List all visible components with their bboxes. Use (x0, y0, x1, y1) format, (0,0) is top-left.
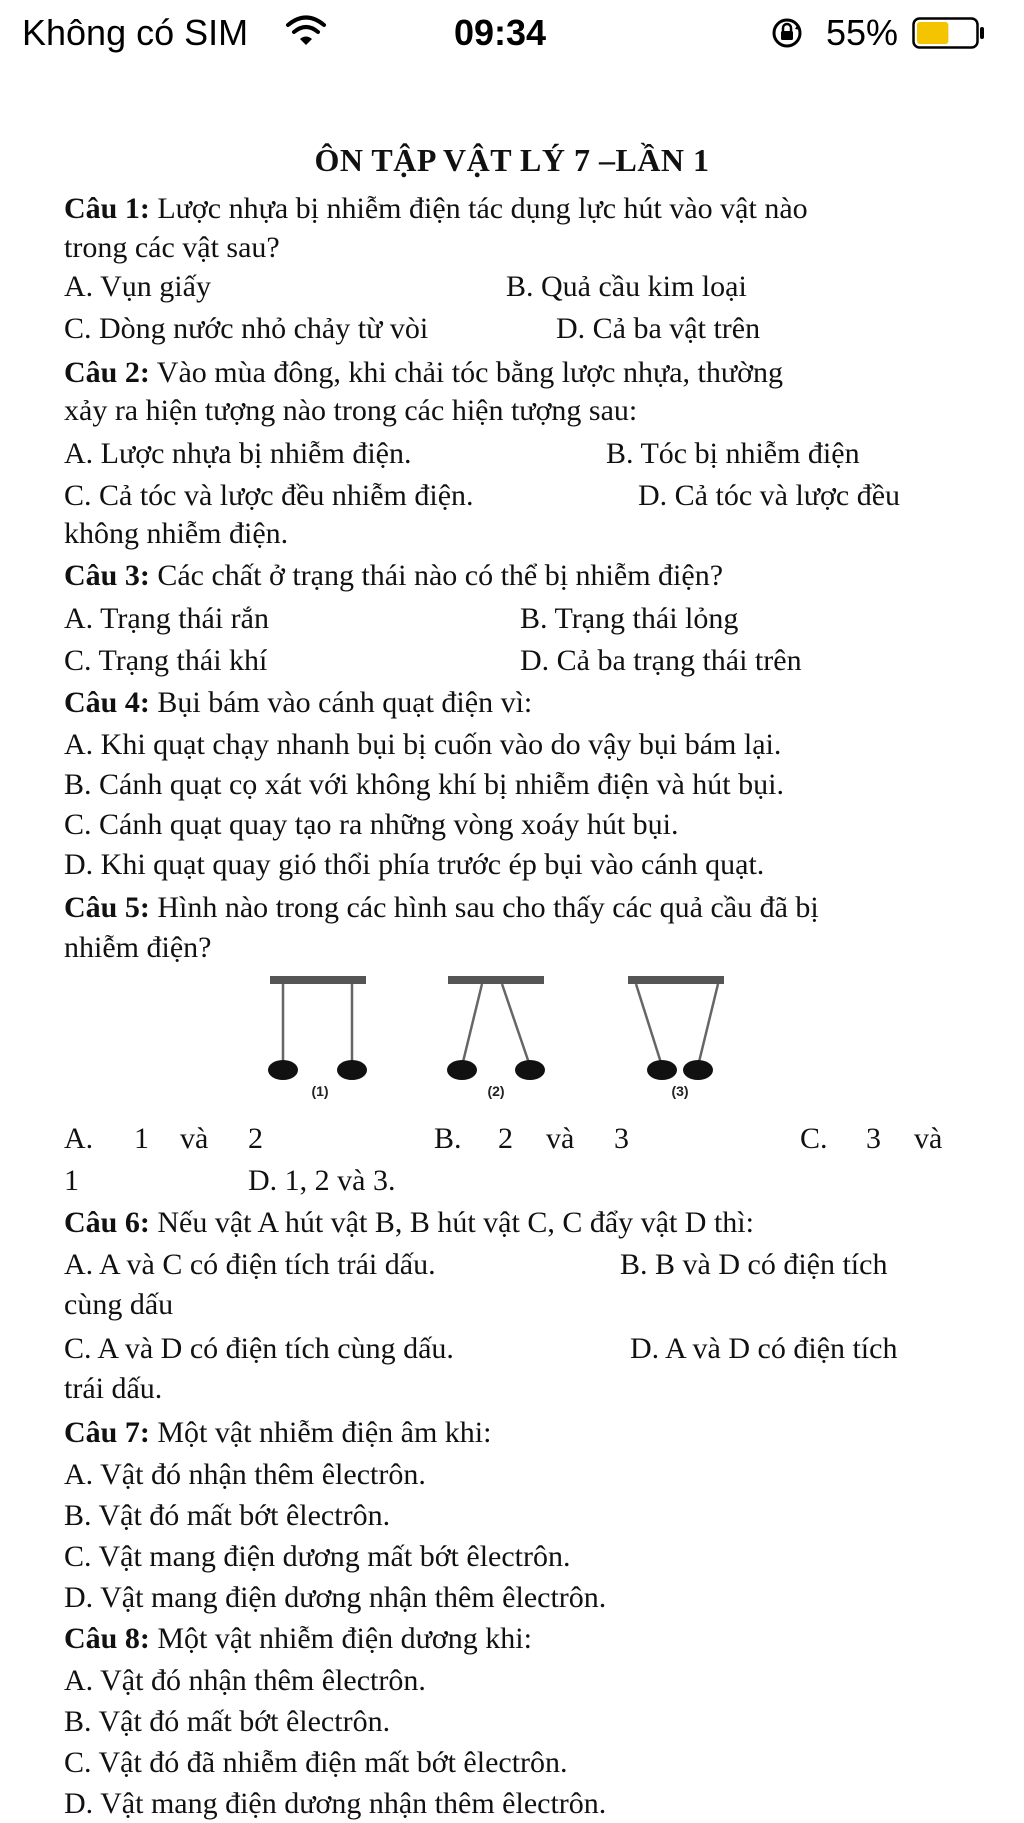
question-label: Câu 4: (64, 686, 150, 719)
figure-label: (2) (487, 1083, 505, 1099)
charged-ball (647, 1060, 677, 1080)
page-title: ÔN TẬP VẬT LÝ 7 –LẦN 1 (314, 142, 710, 178)
charged-ball (515, 1060, 545, 1080)
option-d: D. Cả ba trạng thái trên (520, 644, 802, 677)
question-text-cont: nhiễm điện? (64, 931, 212, 964)
option-c: C. Trạng thái khí (64, 644, 268, 677)
thread (636, 984, 662, 1066)
option-b: B. Quả cầu kim loại (506, 270, 747, 303)
question-2 (64, 354, 783, 392)
question-8 (64, 1620, 532, 1658)
option-a: A. Trạng thái rắn (64, 602, 269, 635)
figure-3 (628, 976, 724, 1099)
option-d: D. 1, 2 và 3. (248, 1164, 396, 1197)
question-1 (64, 190, 808, 228)
option-b: B. Trạng thái lỏng (520, 602, 739, 635)
option-c-num: 3 (866, 1122, 881, 1155)
option-d: D. Cả ba vật trên (556, 312, 761, 345)
question-text: Hình nào trong các hình sau cho thấy các quả cầu đã bị (149, 891, 819, 924)
support-bar (448, 976, 544, 984)
clock: 09:34 (454, 12, 547, 53)
battery-percent: 55% (826, 12, 899, 53)
option-b: B. Cánh quạt cọ xát với không khí bị nhiễm điện và hút bụi. (64, 768, 784, 801)
option-b: B. Tóc bị nhiễm điện (606, 437, 860, 470)
support-bar (270, 976, 366, 984)
option-b-num: 3 (614, 1122, 629, 1155)
charged-ball (337, 1060, 367, 1080)
question-text: Vào mùa đông, khi chải tóc bằng lược nhựa, thường (149, 356, 784, 389)
question-text: Bụi bám vào cánh quạt điện vì: (149, 686, 533, 719)
option-c: C. Vật đó đã nhiễm điện mất bớt êlectrôn. (64, 1746, 568, 1779)
question-text: Một vật nhiễm điện âm khi: (149, 1416, 492, 1449)
question-text: Nếu vật A hút vật B, B hút vật C, C đẩy vật D thì: (149, 1206, 754, 1239)
question-text-cont: trong các vật sau? (64, 231, 280, 264)
option-c: C. Cánh quạt quay tạo ra những vòng xoáy hút bụi. (64, 808, 679, 841)
option-a: A. Vật đó nhận thêm êlectrôn. (64, 1458, 426, 1491)
question-6 (64, 1204, 754, 1242)
question-text: Lược nhựa bị nhiễm điện tác dụng lực hút vào vật nào (149, 192, 808, 225)
charged-ball (447, 1060, 477, 1080)
figure-1 (268, 976, 367, 1099)
charged-ball (268, 1060, 298, 1080)
charged-ball (683, 1060, 713, 1080)
option-c-num: 1 (64, 1164, 79, 1197)
option-b-cont: cùng dấu (64, 1288, 174, 1321)
option-c-and: và (914, 1122, 943, 1155)
option-a: A. Vật đó nhận thêm êlectrôn. (64, 1664, 426, 1697)
option-b: B. Vật đó mất bớt êlectrôn. (64, 1705, 391, 1738)
question-label: Câu 1: (64, 192, 150, 225)
option-b: B. B và D có điện tích (620, 1248, 888, 1281)
question-text: Một vật nhiễm điện dương khi: (149, 1622, 532, 1655)
question-label: Câu 5: (64, 891, 150, 924)
option-b: B. Vật đó mất bớt êlectrôn. (64, 1499, 391, 1532)
option-c: C. Vật mang điện dương mất bớt êlectrôn. (64, 1540, 571, 1573)
option-d: D. Vật mang điện dương nhận thêm êlectrôn. (64, 1581, 607, 1614)
question-label: Câu 2: (64, 356, 150, 389)
option-a-prefix: A. (64, 1122, 94, 1155)
option-d: D. Cả tóc và lược đều (638, 479, 901, 512)
option-c: C. Cả tóc và lược đều nhiễm điện. (64, 479, 474, 512)
option-a-num: 1 (134, 1122, 149, 1155)
figure-2 (447, 976, 545, 1099)
option-a: A. Khi quạt chạy nhanh bụi bị cuốn vào do vậy bụi bám lại. (64, 728, 782, 761)
question-label: Câu 3: (64, 559, 150, 592)
option-d-cont: không nhiễm điện. (64, 517, 289, 550)
option-c: C. A và D có điện tích cùng dấu. (64, 1332, 454, 1365)
question-text: Các chất ở trạng thái nào có thể bị nhiễm điện? (149, 559, 724, 592)
option-a: A. Vụn giấy (64, 270, 211, 303)
support-bar (628, 976, 724, 984)
option-c-prefix: C. (800, 1122, 828, 1155)
option-b-and: và (546, 1122, 575, 1155)
option-d-cont: trái dấu. (64, 1372, 163, 1405)
option-c: C. Dòng nước nhỏ chảy từ vòi (64, 312, 429, 345)
question-text-cont: xảy ra hiện tượng nào trong các hiện tượng sau: (64, 394, 638, 427)
pendulum-figures (0, 970, 1024, 1110)
option-a: A. Lược nhựa bị nhiễm điện. (64, 437, 412, 470)
option-a-and: và (180, 1122, 209, 1155)
question-4 (64, 684, 532, 722)
option-b-prefix: B. (434, 1122, 462, 1155)
figure-label: (3) (671, 1083, 689, 1099)
carrier-label: Không có SIM (22, 12, 249, 53)
thread (698, 984, 718, 1066)
question-label: Câu 8: (64, 1622, 150, 1655)
question-label: Câu 6: (64, 1206, 150, 1239)
question-5 (64, 889, 819, 927)
thread (502, 984, 530, 1066)
figure-label: (1) (311, 1083, 329, 1099)
option-d: D. Vật mang điện dương nhận thêm êlectrôn. (64, 1787, 607, 1820)
option-d: D. Khi quạt quay gió thổi phía trước ép bụi vào cánh quạt. (64, 848, 765, 881)
question-3 (64, 557, 723, 595)
question-7 (64, 1414, 491, 1452)
question-label: Câu 7: (64, 1416, 150, 1449)
option-a-num: 2 (248, 1122, 263, 1155)
option-d: D. A và D có điện tích (630, 1332, 898, 1365)
option-b-num: 2 (498, 1122, 513, 1155)
option-a: A. A và C có điện tích trái dấu. (64, 1248, 436, 1281)
thread (462, 984, 482, 1066)
